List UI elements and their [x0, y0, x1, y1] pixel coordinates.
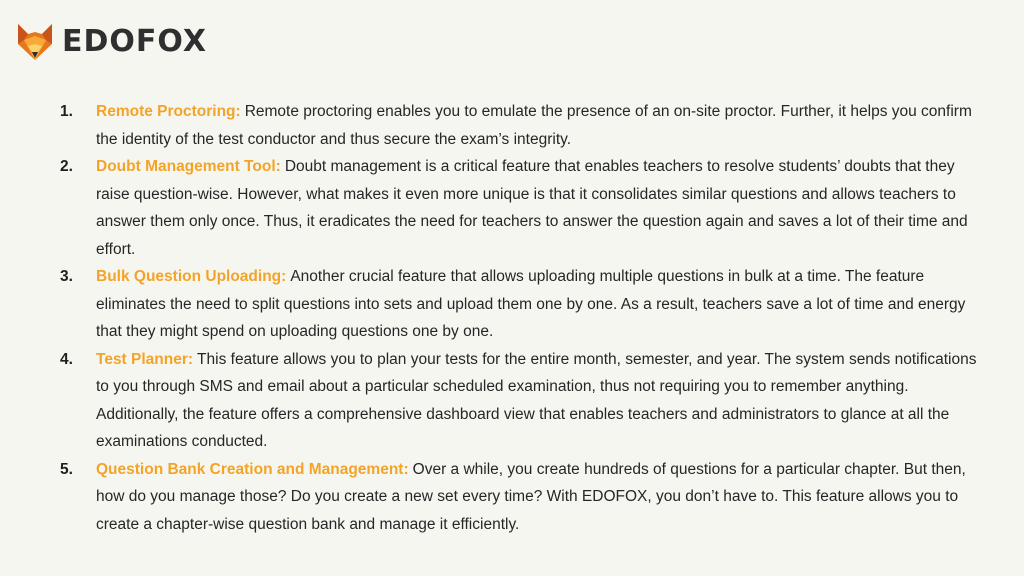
- item-number: 1.: [60, 103, 73, 120]
- item-title: Question Bank Creation and Management:: [96, 460, 409, 478]
- item-text: Doubt management is a critical feature that enables teachers to resolve students’ doubts that they raise question-wise. However, what makes it even more unique is that it consolidates similar questions and allows teachers to answer them only once. Thus, it eradicates the need for teachers to answer the question again and saves a lot of their time and effort.: [96, 158, 968, 258]
- item-title: Remote Proctoring:: [96, 103, 241, 120]
- item-text: Over a while, you create hundreds of questions for a particular chapter. But then, how do you manage those? Do you create a new set every time? With EDOFOX, you don’t have to. This feature allows you to create a chapter-wise question bank and manage it efficiently.: [96, 460, 966, 533]
- item-number: 4.: [60, 350, 73, 368]
- item-text: This feature allows you to plan your tests for the entire month, semester, and year. The system sends notifications to you through SMS and email about a particular scheduled examination, thus not requiring you to remember anything. Additionally, the feature offers a comprehensive dashboard view that enables teachers and administrators to glance at all the examinations conducted.: [96, 350, 977, 450]
- item-title: Doubt Management Tool:: [96, 158, 281, 175]
- list-item: [60, 456, 990, 539]
- brand-name: EDOFOX: [62, 24, 207, 59]
- item-number: 5.: [60, 460, 73, 478]
- list-item: [60, 98, 990, 153]
- list-item: [60, 263, 990, 346]
- list-item: [60, 346, 990, 456]
- item-text: Another crucial feature that allows uploading multiple questions in bulk at a time. The feature eliminates the need to split questions into sets and upload them one by one. As a result, teachers save a lot of time and energy that they might spend on uploading questions one by one.: [96, 268, 966, 340]
- feature-list: [60, 98, 990, 538]
- brand-logo: [16, 22, 207, 62]
- item-text: Remote proctoring enables you to emulate the presence of an on-site proctor. Further, it helps you confirm the identity of the test conductor and thus secure the exam’s integrity.: [96, 103, 972, 148]
- fox-head-icon: [16, 22, 54, 62]
- list-item: [60, 153, 990, 263]
- item-number: 3.: [60, 268, 73, 285]
- item-title: Test Planner:: [96, 350, 194, 368]
- item-number: 2.: [60, 158, 73, 175]
- item-title: Bulk Question Uploading:: [96, 268, 287, 285]
